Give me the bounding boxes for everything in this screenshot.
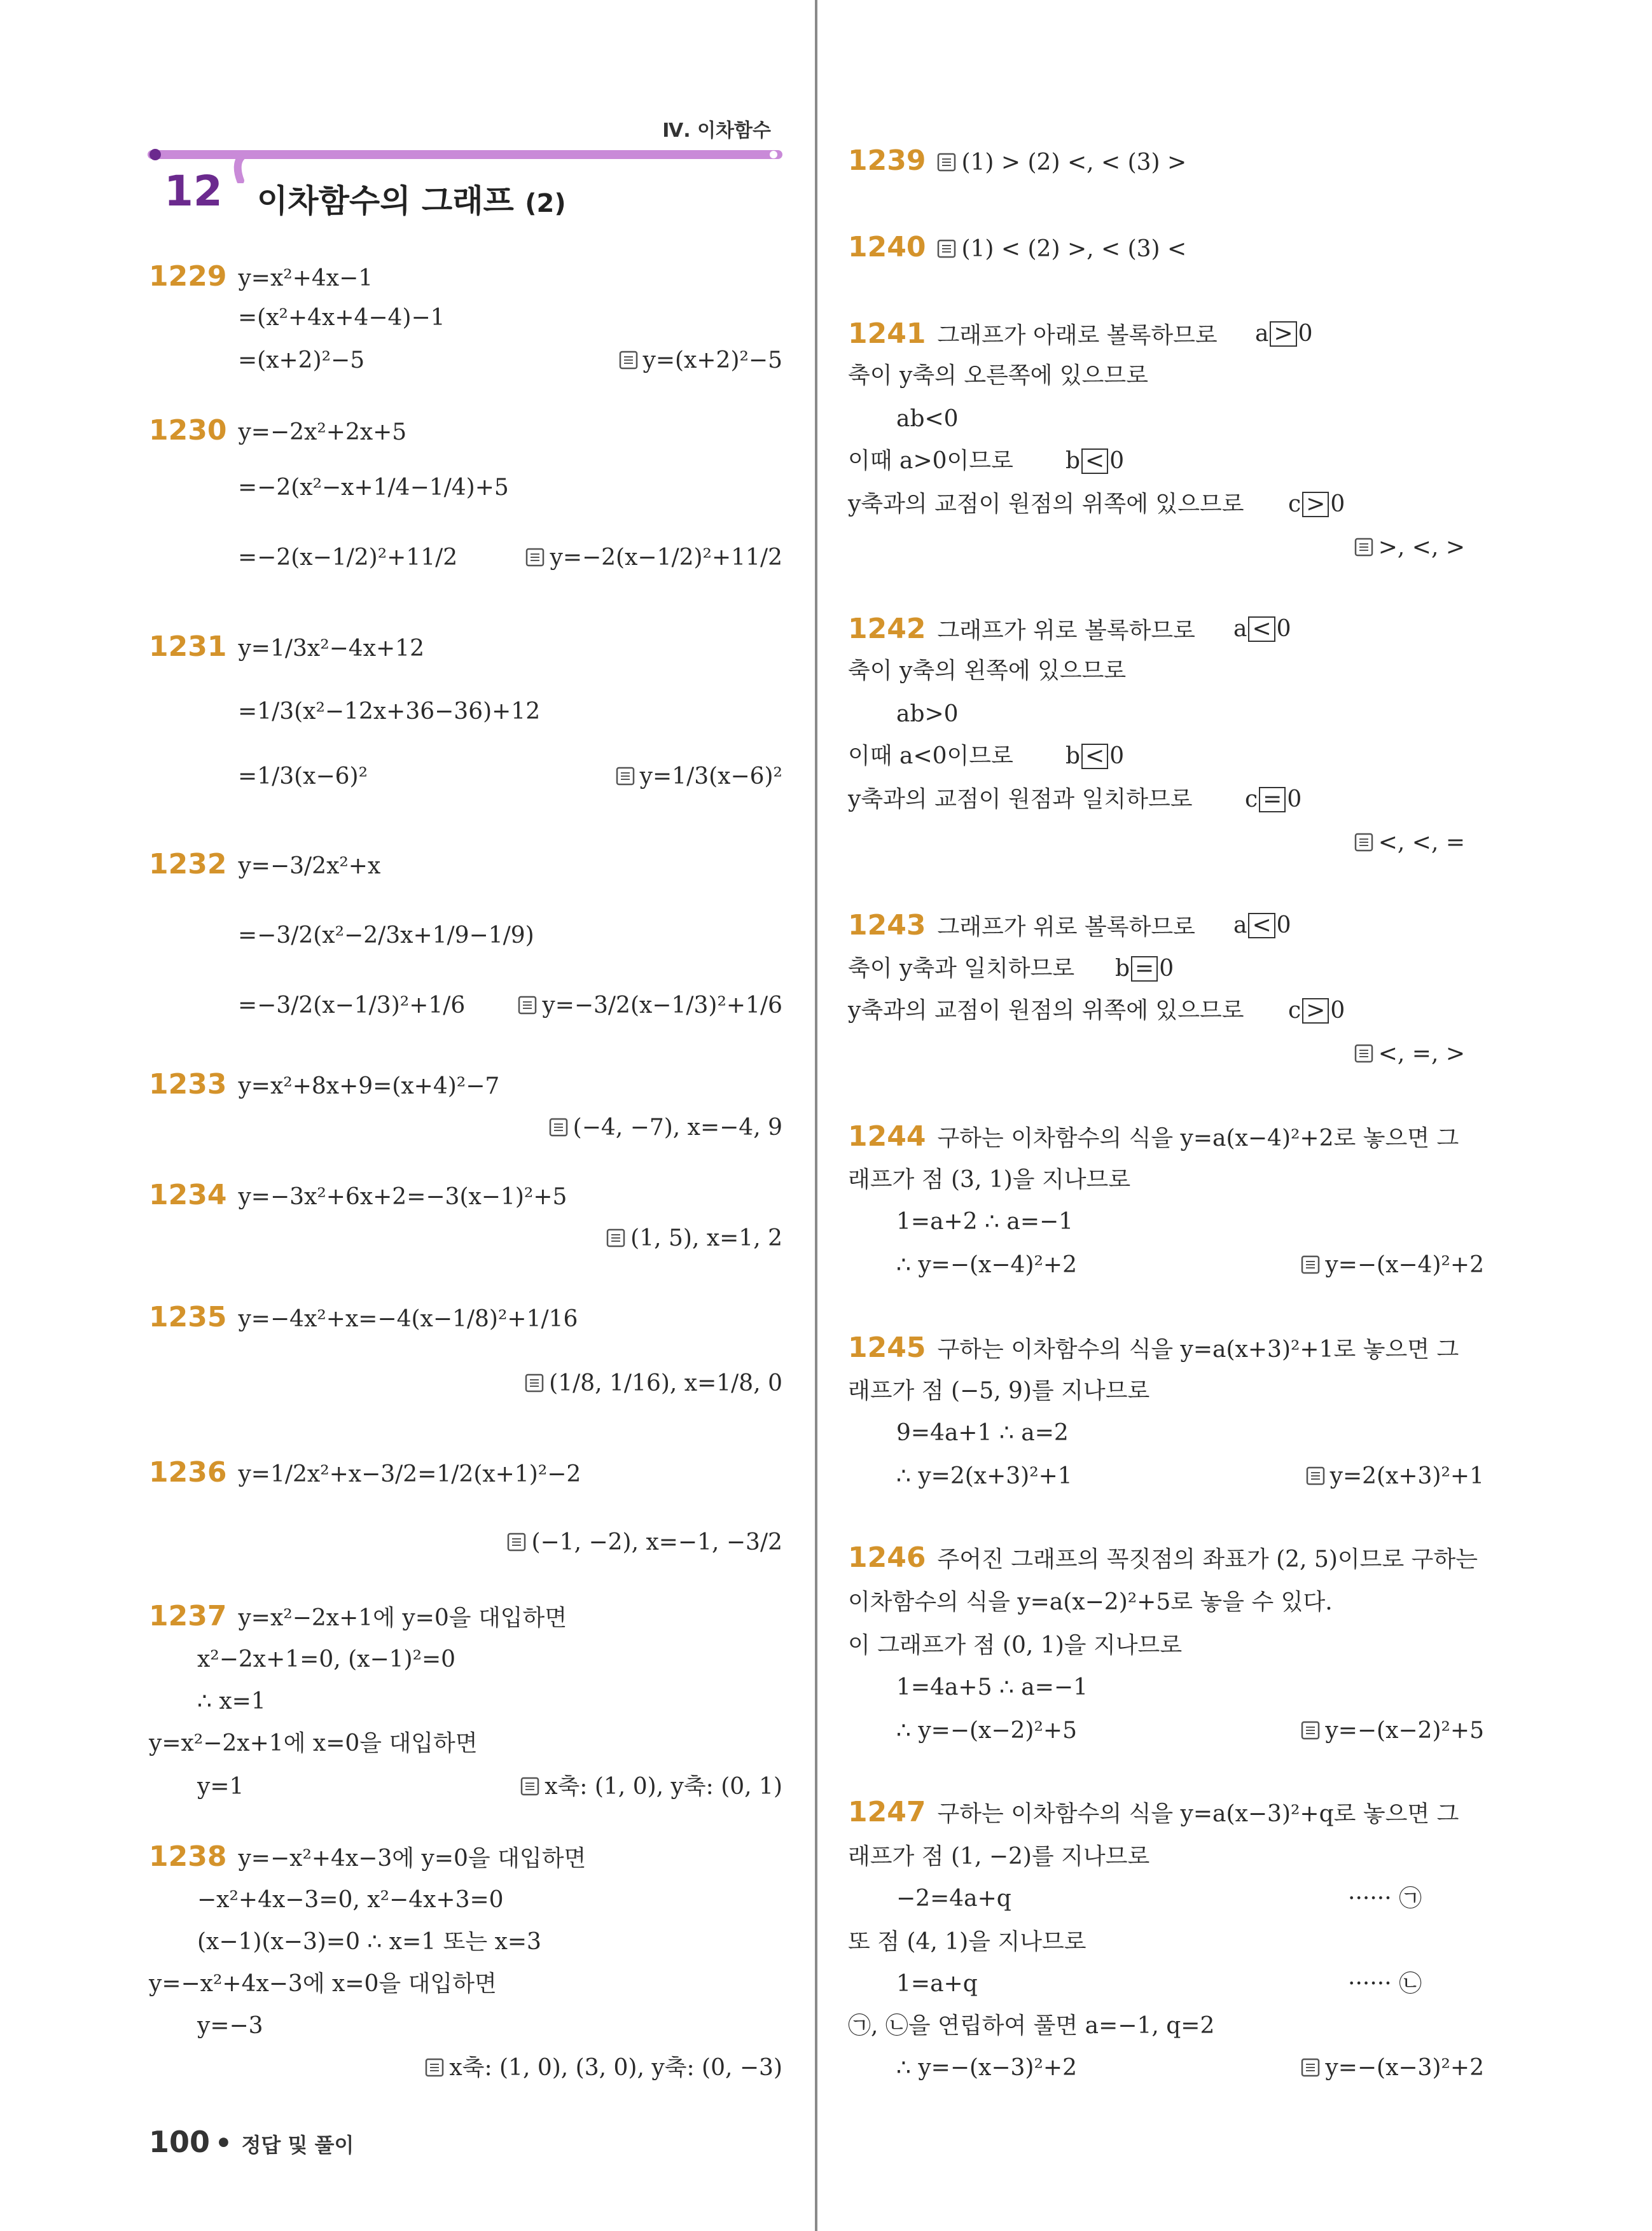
- answer: [520, 1771, 782, 1803]
- answer-text: (1) < (2) >, < (3) <: [961, 236, 1187, 262]
- footer-bullet: •: [215, 2127, 232, 2158]
- problem-number: 1238: [149, 1840, 227, 1873]
- variable: b: [1115, 956, 1130, 982]
- zero: 0: [1276, 912, 1291, 938]
- problem-number: 1246: [848, 1541, 926, 1574]
- problem-1246: [848, 1542, 1478, 1576]
- zero: 0: [1298, 321, 1313, 347]
- answer-mark-icon: [1354, 538, 1373, 557]
- problem-1230: [149, 415, 406, 448]
- answer-text: <, =, >: [1378, 1041, 1465, 1067]
- solution-line: y=1: [197, 1774, 244, 1800]
- solution-line: =−3/2(x²−2/3x+1/9−1/9): [238, 922, 534, 949]
- variable: a: [1233, 912, 1247, 938]
- answer: [525, 1368, 782, 1400]
- solution-line: ∴ y=2(x+3)²+1: [896, 1463, 1072, 1489]
- equation-marker: ······ ㉠: [1348, 1886, 1422, 1912]
- solution-line: =1/3(x²−12x+36−36)+12: [238, 698, 541, 725]
- problem-number: 1235: [149, 1301, 227, 1333]
- problem-number: 1234: [149, 1179, 227, 1211]
- problem-1232: [149, 849, 380, 882]
- problem-1236: [149, 1457, 581, 1491]
- solution-line: 그래프가 위로 볼록하므로: [937, 914, 1195, 940]
- solution-line: 축이 y축과 일치하므로: [848, 956, 1075, 982]
- sign-box: <: [1081, 744, 1108, 769]
- answer-mark-icon: [525, 1373, 544, 1393]
- sign-expression: [1288, 995, 1345, 1027]
- answer-text: x축: (1, 0), (3, 0), y축: (0, −3): [449, 2055, 782, 2081]
- answer-mark-icon: [937, 153, 956, 172]
- answer-mark-icon: [520, 1777, 539, 1796]
- solution-line: y축과의 교점이 원점과 일치하므로: [848, 786, 1193, 812]
- problem-number: 1243: [848, 909, 926, 942]
- problem-1233: [149, 1069, 499, 1102]
- answer-text: (−4, −7), x=−4, 9: [573, 1115, 782, 1141]
- answer-mark-icon: [507, 1533, 526, 1552]
- solution-line: 이때 a>0이므로: [848, 448, 1013, 474]
- solution-line: ab>0: [896, 701, 959, 727]
- page-number: 100: [149, 2125, 211, 2159]
- problem-number: 1245: [848, 1331, 926, 1364]
- solution-line: 래프가 점 (3, 1)을 지나므로: [848, 1167, 1131, 1193]
- answer: [425, 2052, 782, 2084]
- sign-box: =: [1259, 787, 1286, 812]
- zero: 0: [1276, 616, 1291, 642]
- solution-line: 또 점 (4, 1)을 지나므로: [848, 1929, 1086, 1955]
- answer-text: y=(x+2)²−5: [642, 347, 782, 373]
- answer: [549, 1112, 782, 1144]
- solution-line: 이차함수의 식을 y=a(x−2)²+5로 놓을 수 있다.: [848, 1589, 1333, 1615]
- solution-line: y=−x²+4x−3에 y=0을 대입하면: [238, 1845, 587, 1872]
- sign-expression: [1065, 445, 1124, 477]
- answer-mark-icon: [1354, 833, 1373, 852]
- answer: [1354, 1038, 1465, 1070]
- solution-line: y=1/2x²+x−3/2=1/2(x+1)²−2: [238, 1461, 581, 1487]
- section-title-text: 이차함수의 그래프: [257, 183, 514, 219]
- answer: [525, 542, 782, 574]
- problem-number: 1241: [848, 317, 926, 350]
- answer-text: <, <, =: [1378, 830, 1465, 856]
- solution-line: ㉠, ㉡을 연립하여 풀면 a=−1, q=2: [848, 2013, 1215, 2039]
- answer: [606, 1223, 782, 1255]
- zero: 0: [1330, 491, 1345, 517]
- solution-line: 그래프가 아래로 볼록하므로: [937, 323, 1218, 349]
- solution-line: −x²+4x−3=0, x²−4x+3=0: [197, 1887, 504, 1913]
- solution-line: =1/3(x−6)²: [238, 763, 368, 789]
- solution-line: =−2(x²−x+1/4−1/4)+5: [238, 475, 509, 501]
- section-title: [257, 176, 566, 221]
- sign-expression: [1233, 613, 1291, 645]
- solution-line: 9=4a+1 ∴ a=2: [896, 1420, 1069, 1446]
- solution-line: ∴ y=−(x−3)²+2: [896, 2055, 1077, 2081]
- answer: [1306, 1461, 1484, 1492]
- problem-number: 1233: [149, 1068, 227, 1101]
- variable: b: [1065, 448, 1081, 474]
- solution-line: ∴ y=−(x−2)²+5: [896, 1718, 1077, 1744]
- solution-line: y=1/3x²−4x+12: [238, 636, 424, 662]
- answer: [1354, 532, 1465, 564]
- answer: [1354, 827, 1465, 859]
- answer-mark-icon: [619, 351, 638, 370]
- answer-mark-icon: [1301, 1255, 1320, 1274]
- problem-number: 1237: [149, 1600, 227, 1632]
- problem-1245: [848, 1332, 1459, 1366]
- answer-mark-icon: [616, 767, 635, 786]
- solution-line: y축과의 교점이 원점의 위쪽에 있으므로: [848, 491, 1244, 517]
- answer-mark-icon: [1354, 1044, 1373, 1063]
- answer: [518, 990, 782, 1022]
- solution-line: 1=a+2 ∴ a=−1: [896, 1209, 1074, 1235]
- sign-box: <: [1248, 913, 1275, 938]
- variable: c: [1288, 491, 1301, 517]
- answer-text: y=−(x−3)²+2: [1325, 2055, 1484, 2081]
- problem-1234: [149, 1179, 567, 1213]
- problem-number: 1244: [848, 1120, 926, 1153]
- zero: 0: [1287, 786, 1302, 812]
- footer-label: 정답 및 풀이: [241, 2133, 354, 2157]
- answer: [616, 761, 782, 793]
- problem-1231: [149, 631, 424, 665]
- solution-line: ab<0: [896, 406, 959, 432]
- solution-line: 이 그래프가 점 (0, 1)을 지나므로: [848, 1632, 1183, 1658]
- solution-line: 축이 y축의 오른쪽에 있으므로: [848, 363, 1148, 389]
- equation-marker: ······ ㉡: [1348, 1971, 1422, 1997]
- sign-box: =: [1131, 956, 1158, 982]
- sign-box: <: [1081, 448, 1108, 474]
- answer: [1301, 2052, 1484, 2084]
- sign-expression: [1115, 953, 1174, 985]
- sign-box: <: [1248, 616, 1275, 642]
- solution-line: y=x²+8x+9=(x+4)²−7: [238, 1073, 500, 1099]
- solution-line: y=−3x²+6x+2=−3(x−1)²+5: [238, 1184, 567, 1210]
- solution-line: y축과의 교점이 원점의 위쪽에 있으므로: [848, 997, 1244, 1024]
- problem-1242: [848, 613, 1195, 647]
- problem-1235: [149, 1302, 578, 1335]
- solution-line: 구하는 이차함수의 식을 y=a(x−3)²+q로 놓으면 그: [937, 1801, 1459, 1827]
- solution-line: 축이 y축의 왼쪽에 있으므로: [848, 658, 1127, 684]
- solution-line: 이때 a<0이므로: [848, 743, 1013, 769]
- answer-mark-icon: [937, 239, 956, 258]
- answer-text: (1) > (2) <, < (3) >: [961, 149, 1187, 176]
- variable: a: [1233, 616, 1247, 642]
- solution-line: y=−4x²+x=−4(x−1/8)²+1/16: [238, 1306, 578, 1332]
- answer: [1301, 1715, 1484, 1747]
- solution-line: 래프가 점 (1, −2)를 지나므로: [848, 1844, 1150, 1870]
- solution-line: y=−3: [197, 2013, 263, 2039]
- sign-expression: [1255, 318, 1313, 350]
- sign-box: >: [1270, 321, 1296, 347]
- problem-number: 1240: [848, 231, 926, 263]
- answer-mark-icon: [1301, 1721, 1320, 1740]
- answer-text: x축: (1, 0), y축: (0, 1): [545, 1774, 782, 1800]
- page-footer: [149, 2125, 354, 2159]
- solution-line: y=−x²+4x−3에 x=0을 대입하면: [149, 1971, 497, 1997]
- zero: 0: [1159, 956, 1174, 982]
- problem-1238: [149, 1841, 586, 1875]
- answer-text: (−1, −2), x=−1, −3/2: [531, 1529, 782, 1555]
- variable: c: [1288, 997, 1301, 1024]
- section-number: 12: [164, 167, 223, 216]
- solution-line: y=x²−2x+1에 y=0을 대입하면: [238, 1605, 567, 1631]
- solution-line: y=x²+4x−1: [238, 265, 373, 291]
- problem-1240: [848, 232, 1186, 265]
- answer-mark-icon: [525, 548, 545, 567]
- answer-mark-icon: [606, 1228, 625, 1248]
- solution-line: =(x²+4x+4−4)−1: [238, 305, 445, 331]
- answer-text: y=−(x−2)²+5: [1325, 1718, 1484, 1744]
- answer: [1301, 1249, 1484, 1281]
- solution-line: y=x²−2x+1에 x=0을 대입하면: [149, 1730, 478, 1756]
- solution-line: ∴ y=−(x−4)²+2: [896, 1252, 1077, 1278]
- answer-mark-icon: [1301, 2058, 1320, 2077]
- answer-text: (1/8, 1/16), x=1/8, 0: [549, 1370, 782, 1396]
- sign-box: >: [1302, 492, 1329, 517]
- problem-1237: [149, 1601, 567, 1634]
- problem-1239: [848, 145, 1186, 179]
- zero: 0: [1330, 997, 1345, 1024]
- answer: [619, 345, 782, 377]
- zero: 0: [1109, 743, 1125, 769]
- solution-line: −2=4a+q: [896, 1886, 1011, 1912]
- solution-line: =−3/2(x−1/3)²+1/6: [238, 992, 466, 1018]
- problem-number: 1229: [149, 260, 227, 293]
- solution-line: ∴ x=1: [197, 1688, 266, 1714]
- solution-line: 1=4a+5 ∴ a=−1: [896, 1674, 1088, 1700]
- answer-mark-icon: [518, 996, 537, 1015]
- sign-expression: [1245, 784, 1301, 816]
- problem-number: 1230: [149, 414, 227, 447]
- solution-line: 구하는 이차함수의 식을 y=a(x+3)²+1로 놓으면 그: [937, 1337, 1459, 1363]
- variable: b: [1065, 743, 1081, 769]
- column-divider: [815, 0, 817, 2231]
- section-title-sub: (2): [525, 189, 566, 218]
- answer-mark-icon: [1306, 1466, 1325, 1485]
- problem-1244: [848, 1121, 1459, 1155]
- zero: 0: [1109, 448, 1125, 474]
- problem-1229: [149, 261, 373, 295]
- solution-line: 1=a+q: [896, 1971, 978, 1997]
- chapter-label: Ⅳ. 이차함수: [662, 120, 771, 142]
- sign-expression: [1065, 740, 1124, 772]
- solution-line: 주어진 그래프의 꼭짓점의 좌표가 (2, 5)이므로 구하는: [937, 1546, 1478, 1573]
- solution-line: y=−2x²+2x+5: [238, 419, 407, 445]
- problem-1247: [848, 1797, 1459, 1830]
- variable: c: [1245, 786, 1258, 812]
- answer-text: y=−(x−4)²+2: [1325, 1252, 1484, 1278]
- problem-number: 1242: [848, 613, 926, 645]
- solution-line: 구하는 이차함수의 식을 y=a(x−4)²+2로 놓으면 그: [937, 1125, 1459, 1151]
- sign-expression: [1288, 489, 1345, 520]
- solution-line: =−2(x−1/2)²+11/2: [238, 545, 458, 571]
- sign-box: >: [1302, 998, 1329, 1024]
- solution-line: y=−3/2x²+x: [238, 853, 381, 879]
- answer-text: (1, 5), x=1, 2: [630, 1225, 782, 1251]
- solution-line: =(x+2)²−5: [238, 347, 365, 373]
- answer: [507, 1527, 782, 1559]
- variable: a: [1255, 321, 1269, 347]
- answer-text: y=−3/2(x−1/3)²+1/6: [542, 992, 782, 1018]
- solution-line: (x−1)(x−3)=0 ∴ x=1 또는 x=3: [197, 1929, 541, 1955]
- problem-number: 1239: [848, 144, 926, 177]
- solution-line: 그래프가 위로 볼록하므로: [937, 618, 1195, 644]
- answer-text: y=−2(x−1/2)²+11/2: [550, 545, 782, 571]
- problem-number: 1247: [848, 1796, 926, 1828]
- answer-text: y=1/3(x−6)²: [639, 763, 782, 789]
- problem-number: 1232: [149, 848, 227, 880]
- sign-expression: [1233, 910, 1291, 942]
- solution-line: x²−2x+1=0, (x−1)²=0: [197, 1646, 456, 1672]
- answer-mark-icon: [425, 2058, 444, 2077]
- problem-1243: [848, 910, 1195, 943]
- answer-text: >, <, >: [1378, 534, 1465, 560]
- problem-number: 1236: [149, 1456, 227, 1489]
- problem-number: 1231: [149, 630, 227, 663]
- answer-mark-icon: [549, 1118, 568, 1137]
- solution-line: 래프가 점 (−5, 9)를 지나므로: [848, 1378, 1150, 1404]
- problem-1241: [848, 318, 1218, 352]
- answer-text: y=2(x+3)²+1: [1329, 1463, 1484, 1489]
